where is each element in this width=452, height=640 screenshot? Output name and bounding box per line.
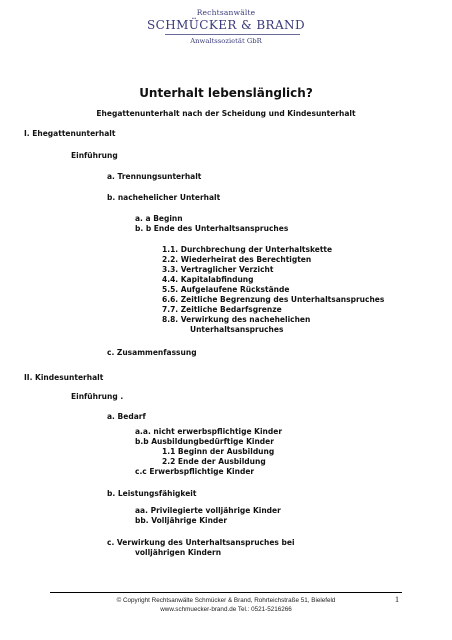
- outline-item: 4.4. Kapitalabfindung: [162, 275, 254, 284]
- outline-item: volljährigen Kindern: [135, 548, 222, 557]
- outline-item: c.c Erwerbspflichtige Kinder: [135, 467, 255, 476]
- outline-item: Unterhaltsanspruches: [190, 325, 284, 334]
- outline-item: 3.3. Vertraglicher Verzicht: [162, 265, 274, 274]
- outline-item: 1.1 Beginn der Ausbildung: [162, 447, 275, 456]
- outline-item: 2.2. Wiederheirat des Berechtigten: [162, 255, 312, 264]
- outline-item: b. nachehelicher Unterhalt: [107, 193, 221, 202]
- footer-contact: www.schmuecker-brand.de Tel.: 0521-5216266: [160, 606, 292, 613]
- outline-item: 2.2 Ende der Ausbildung: [162, 457, 266, 466]
- footer-copyright: © Copyright Rechtsanwälte Schmücker & Brand, Rohrteichstraße 51, Bielefeld: [116, 597, 336, 604]
- outline-item: 8.8. Verwirkung des nachehelichen: [162, 315, 311, 324]
- page-number: 1: [395, 595, 399, 604]
- outline-item: c. Zusammenfassung: [107, 348, 197, 357]
- letterhead-divider: [165, 34, 300, 35]
- outline-item: 6.6. Zeitliche Begrenzung des Unterhaltsanspruches: [162, 295, 385, 304]
- outline-item: aa. Privilegierte volljährige Kinder: [135, 506, 281, 515]
- outline-item: 5.5. Aufgelaufene Rückstände: [162, 285, 290, 294]
- outline-item: 7.7. Zeitliche Bedarfsgrenze: [162, 305, 282, 314]
- outline-item: Einführung: [71, 151, 118, 160]
- outline-item: a. Trennungsunterhalt: [107, 172, 202, 181]
- outline-item: a. a Beginn: [135, 214, 183, 223]
- outline-item: a.a. nicht erwerbspflichtige Kinder: [135, 427, 283, 436]
- letterhead-profession: Rechtsanwälte: [196, 8, 256, 17]
- footer-divider: [50, 592, 402, 593]
- outline-item: 1.1. Durchbrechung der Unterhaltskette: [162, 245, 333, 254]
- outline-item: a. Bedarf: [107, 412, 146, 421]
- section-heading: II. Kindesunterhalt: [24, 373, 104, 382]
- outline-item: bb. Volljährige Kinder: [135, 516, 228, 525]
- outline-item: Einführung .: [71, 392, 124, 401]
- section-heading: I. Ehegattenunterhalt: [24, 129, 116, 138]
- letterhead-firm-type: Anwaltssozietät GbR: [190, 37, 262, 45]
- outline-item: b. Leistungsfähigkeit: [107, 489, 197, 498]
- outline-item: c. Verwirkung des Unterhaltsanspruches bei: [107, 538, 295, 547]
- letterhead-firm-name: SCHMÜCKER & BRAND: [147, 18, 305, 32]
- document-subtitle: Ehegattenunterhalt nach der Scheidung und Kindesunterhalt: [96, 109, 356, 118]
- document-title: Unterhalt lebenslänglich?: [139, 86, 313, 100]
- outline-item: b.b Ausbildungbedürftige Kinder: [135, 437, 274, 446]
- outline-item: b. b Ende des Unterhaltsanspruches: [135, 224, 289, 233]
